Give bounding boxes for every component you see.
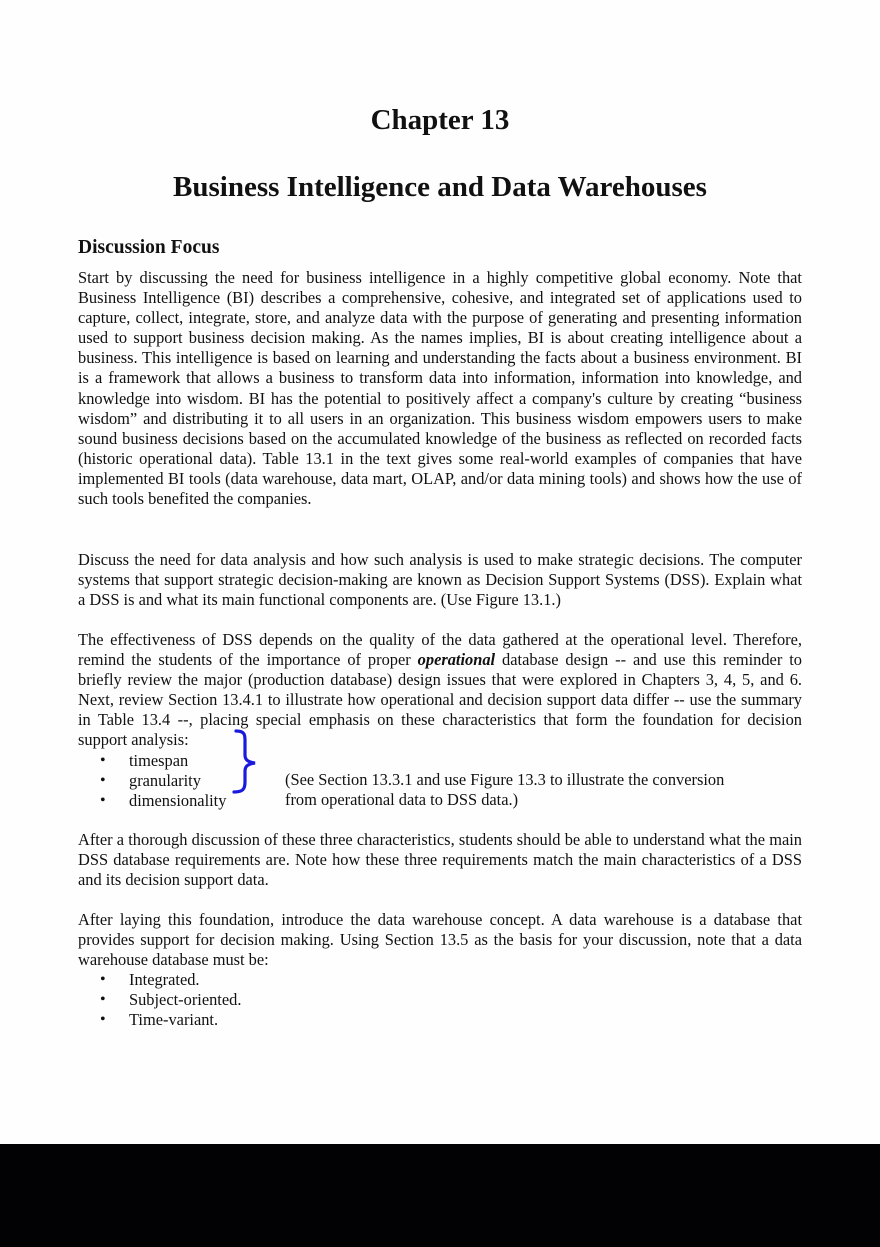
note-line: (See Section 13.3.1 and use Figure 13.3 to illustrate the conversion [285, 770, 725, 789]
emphasis-operational: operational [417, 650, 496, 670]
bullet-icon: • [100, 991, 106, 1009]
paragraph-text: Start by discussing the need for business intelligence in a highly competitive global economy. Note that Business Intelligence (BI) describes a comprehensive, cohesive, and integrated set of applications used to capture, collect, integrate, store, and analyze data with the purpose of generating and presenting information used to support business decision making. As the names implies, BI is about creating intelligence about a business. This intelligence is based on learning and understanding the facts about a business environment. BI is a framework that allows a business to transform data into information, information into knowledge, and knowledge into wisdom. BI has the potential to positively affect a company's culture by creating “business wisdom” and distributing it to all users in an organization. This business wisdom empowers users to make sound business decisions based on the accumulated knowledge of the business as reflected on recorded facts (historic operational data). Table 13.1 in the text gives some real-world examples of companies that have implemented BI tools (data warehouse, data mart, OLAP, and/or data mining tools) and shows how the use of such tools benefited the companies. [78, 268, 802, 509]
list-item-label: Time-variant. [129, 1010, 219, 1030]
chapter-label: Chapter 13 [370, 104, 510, 136]
list-item-label: Subject-oriented. [129, 990, 242, 1010]
bullet-icon: • [100, 971, 106, 989]
paragraph-text [78, 630, 802, 751]
paragraph-data-warehouse [78, 910, 802, 1031]
bullet-icon: • [100, 751, 106, 769]
paragraph-text: After laying this foundation, introduce the data warehouse concept. A data warehouse is a database that provides support for decision making. Using Section 13.5 as the basis for your discussion, note that a data warehouse database must be: [78, 910, 802, 970]
list-item-label: dimensionality [129, 790, 227, 810]
paragraph-intro [78, 268, 802, 509]
list-item [78, 970, 802, 990]
list-item [78, 990, 802, 1010]
list-item-label: Integrated. [129, 970, 200, 990]
list-item-label: timespan [129, 750, 189, 770]
paragraph-text: After a thorough discussion of these three characteristics, students should be able to understand what the main DSS database requirements are. Note how these three requirements match the main characteristics of a DSS and its decision support data. [78, 830, 802, 890]
text-span: database design -- and use this reminder to briefly review the major (production database) design issues that were explored in Chapters 3, 4, 5, and 6. Next, review Section 13.4.1 to illustrate how operational and decision support data differ -- use the summary in Table 13.4 --, placing special emphasis on these characteristics that form the foundation for decision support analysis: [78, 650, 802, 750]
list-item-label: granularity [129, 770, 201, 790]
black-bottom-band [0, 1144, 880, 1247]
paragraph-data-analysis [78, 550, 802, 610]
section-heading: Discussion Focus [78, 237, 220, 258]
chapter-title: Business Intelligence and Data Warehouses [173, 171, 707, 203]
paragraph-text: Discuss the need for data analysis and how such analysis is used to make strategic decisions. The computer systems that support strategic decision-making are known as Decision Support Systems (DSS). Explain what a DSS is and what its main functional components are. (Use Figure 13.1.) [78, 550, 802, 610]
note-line: from operational data to DSS data.) [285, 790, 519, 810]
characteristics-note [285, 770, 785, 810]
list-item [78, 1010, 802, 1030]
text-span: The effectiveness of DSS depends on the quality of the data gathered at the operational level. Therefore, remind the students of the importance of proper [78, 630, 802, 670]
warehouse-properties-list [78, 970, 802, 1030]
bullet-icon: • [100, 1011, 106, 1029]
bullet-icon: • [100, 791, 106, 809]
paragraph-dss-requirements [78, 830, 802, 890]
curly-brace-annotation-icon [228, 728, 268, 794]
list-item [78, 751, 802, 771]
bullet-icon: • [100, 771, 106, 789]
